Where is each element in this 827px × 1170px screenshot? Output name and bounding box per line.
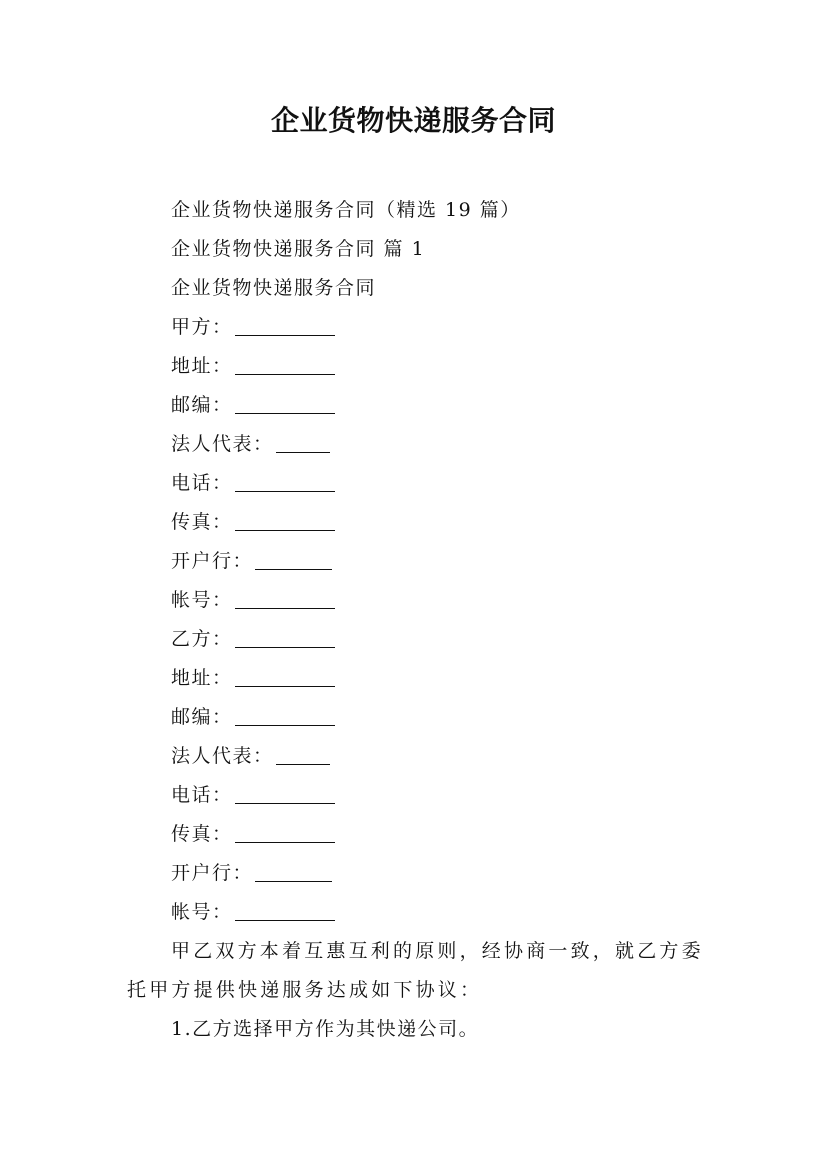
fill-in-blank xyxy=(255,547,332,570)
party-b-field xyxy=(127,620,727,659)
fill-in-blank xyxy=(235,703,335,726)
fill-in-blank xyxy=(235,391,335,414)
fill-in-blank xyxy=(276,742,330,765)
fill-in-blank xyxy=(235,625,335,648)
fill-in-blank xyxy=(255,859,332,882)
party-b-field xyxy=(127,698,727,737)
intro-paragraph: 甲乙双方本着互惠互利的原则，经协商一致，就乙方委托甲方提供快递服务达成如下协议： xyxy=(127,940,704,1001)
party-a-field xyxy=(127,386,727,425)
party-b-field xyxy=(127,776,727,815)
field-label: 开户行： xyxy=(171,862,254,884)
document-title: 企业货物快递服务合同 xyxy=(270,104,556,137)
fill-in-blank xyxy=(235,898,335,921)
party-a-field xyxy=(127,581,727,620)
fill-in-blank xyxy=(235,586,335,609)
field-label: 电话： xyxy=(171,472,233,494)
fill-in-blank xyxy=(276,430,330,453)
fill-in-blank xyxy=(235,352,335,375)
field-label: 法人代表： xyxy=(171,433,274,455)
subtitle-line: 企业货物快递服务合同（精选 19 篇） xyxy=(171,199,521,221)
clause-1: 1.乙方选择甲方作为其快递公司。 xyxy=(171,1018,480,1040)
party-a-field xyxy=(127,347,727,386)
subtitle-line: 企业货物快递服务合同 xyxy=(171,277,377,299)
field-label: 电话： xyxy=(171,784,233,806)
fill-in-blank xyxy=(235,664,335,687)
party-a-field xyxy=(127,503,727,542)
field-label: 法人代表： xyxy=(171,745,274,767)
field-label: 传真： xyxy=(171,823,233,845)
subtitle-line: 企业货物快递服务合同 篇 1 xyxy=(171,238,426,260)
party-a-field xyxy=(127,425,727,464)
party-a-field xyxy=(127,464,727,503)
field-label: 邮编： xyxy=(171,706,233,728)
party-b-field xyxy=(127,815,727,854)
field-label: 地址： xyxy=(171,355,233,377)
fill-in-blank xyxy=(235,313,335,336)
party-b-field xyxy=(127,737,727,776)
party-b-field xyxy=(127,854,727,893)
field-label: 地址： xyxy=(171,667,233,689)
field-label: 甲方： xyxy=(171,316,233,338)
party-a-field xyxy=(127,542,727,581)
fill-in-blank xyxy=(235,820,335,843)
fill-in-blank xyxy=(235,469,335,492)
fill-in-blank xyxy=(235,508,335,531)
field-label: 开户行： xyxy=(171,550,254,572)
party-b-field xyxy=(127,893,727,932)
field-label: 乙方： xyxy=(171,628,233,650)
field-label: 邮编： xyxy=(171,394,233,416)
document-body xyxy=(127,191,727,1049)
party-b-field xyxy=(127,659,727,698)
field-label: 传真： xyxy=(171,511,233,533)
fill-in-blank xyxy=(235,781,335,804)
field-label: 帐号： xyxy=(171,589,233,611)
party-a-field xyxy=(127,308,727,347)
field-label: 帐号： xyxy=(171,901,233,923)
